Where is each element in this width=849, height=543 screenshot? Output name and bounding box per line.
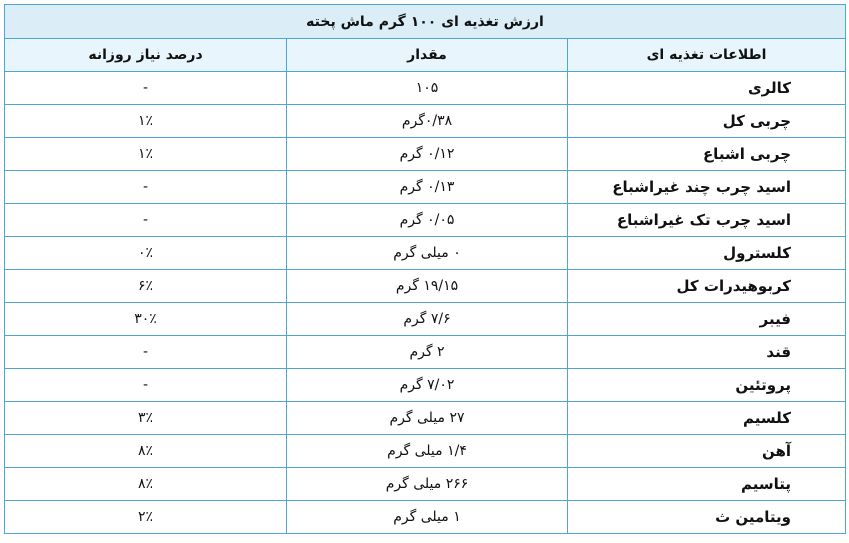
nutrient-name: فیبر [568, 303, 846, 336]
nutrient-name: کربوهیدرات کل [568, 270, 846, 303]
nutrient-percent: - [5, 72, 287, 105]
nutrient-percent: ۸٪ [5, 468, 287, 501]
title-row [5, 5, 846, 39]
nutrient-percent: - [5, 171, 287, 204]
nutrient-amount: ۲ گرم [287, 336, 568, 369]
nutrient-amount: ۱ میلی گرم [287, 501, 568, 534]
nutrient-amount: ۱/۴ میلی گرم [287, 435, 568, 468]
header-row [5, 39, 846, 72]
nutrient-name: کالری [568, 72, 846, 105]
nutrient-name: چربی اشباع [568, 138, 846, 171]
nutrient-amount: ۲۶۶ میلی گرم [287, 468, 568, 501]
nutrient-name: ویتامین ث [568, 501, 846, 534]
nutrient-amount: ۷/۰۲ گرم [287, 369, 568, 402]
table-row [5, 435, 846, 468]
nutrient-percent: ۰٪ [5, 237, 287, 270]
nutrient-name: کلسیم [568, 402, 846, 435]
table-row [5, 204, 846, 237]
nutrient-amount: ۰/۰۵ گرم [287, 204, 568, 237]
nutrient-name: پروتئین [568, 369, 846, 402]
nutrient-percent: ۱٪ [5, 105, 287, 138]
nutrient-name: کلسترول [568, 237, 846, 270]
nutrition-table-container [4, 4, 845, 534]
nutrient-percent: ۳٪ [5, 402, 287, 435]
table-row [5, 270, 846, 303]
table-row [5, 468, 846, 501]
nutrient-percent: - [5, 336, 287, 369]
nutrient-percent: ۸٪ [5, 435, 287, 468]
table-row [5, 501, 846, 534]
table-row [5, 138, 846, 171]
nutrient-name: آهن [568, 435, 846, 468]
table-row [5, 72, 846, 105]
nutrient-amount: ۰/۱۳ گرم [287, 171, 568, 204]
table-row [5, 105, 846, 138]
nutrient-amount: ۰ میلی گرم [287, 237, 568, 270]
nutrient-percent: ۲٪ [5, 501, 287, 534]
nutrient-name: اسید چرب تک غیراشباع [568, 204, 846, 237]
nutrient-name: چربی کل [568, 105, 846, 138]
nutrient-percent: - [5, 369, 287, 402]
table-row [5, 171, 846, 204]
nutrient-name: قند [568, 336, 846, 369]
header-nutrition-info: اطلاعات تغذیه ای [568, 39, 846, 72]
nutrient-percent: - [5, 204, 287, 237]
nutrient-percent: ۶٪ [5, 270, 287, 303]
table-row [5, 402, 846, 435]
header-amount: مقدار [287, 39, 568, 72]
nutrient-percent: ۱٪ [5, 138, 287, 171]
nutrient-amount: ۱۰۵ [287, 72, 568, 105]
table-row [5, 237, 846, 270]
nutrient-percent: ۳۰٪ [5, 303, 287, 336]
nutrient-amount: ۱۹/۱۵ گرم [287, 270, 568, 303]
header-daily-percent: درصد نیاز روزانه [5, 39, 287, 72]
table-row [5, 336, 846, 369]
nutrient-amount: ۷/۶ گرم [287, 303, 568, 336]
nutrient-amount: ۲۷ میلی گرم [287, 402, 568, 435]
nutrient-amount: ۰/۳۸گرم [287, 105, 568, 138]
nutrient-name: اسید چرب چند غیراشباع [568, 171, 846, 204]
table-row [5, 303, 846, 336]
table-row [5, 369, 846, 402]
table-title: ارزش تغذیه ای ۱۰۰ گرم ماش پخته [5, 5, 846, 39]
nutrient-name: پتاسیم [568, 468, 846, 501]
nutrition-table [4, 4, 846, 534]
nutrient-amount: ۰/۱۲ گرم [287, 138, 568, 171]
